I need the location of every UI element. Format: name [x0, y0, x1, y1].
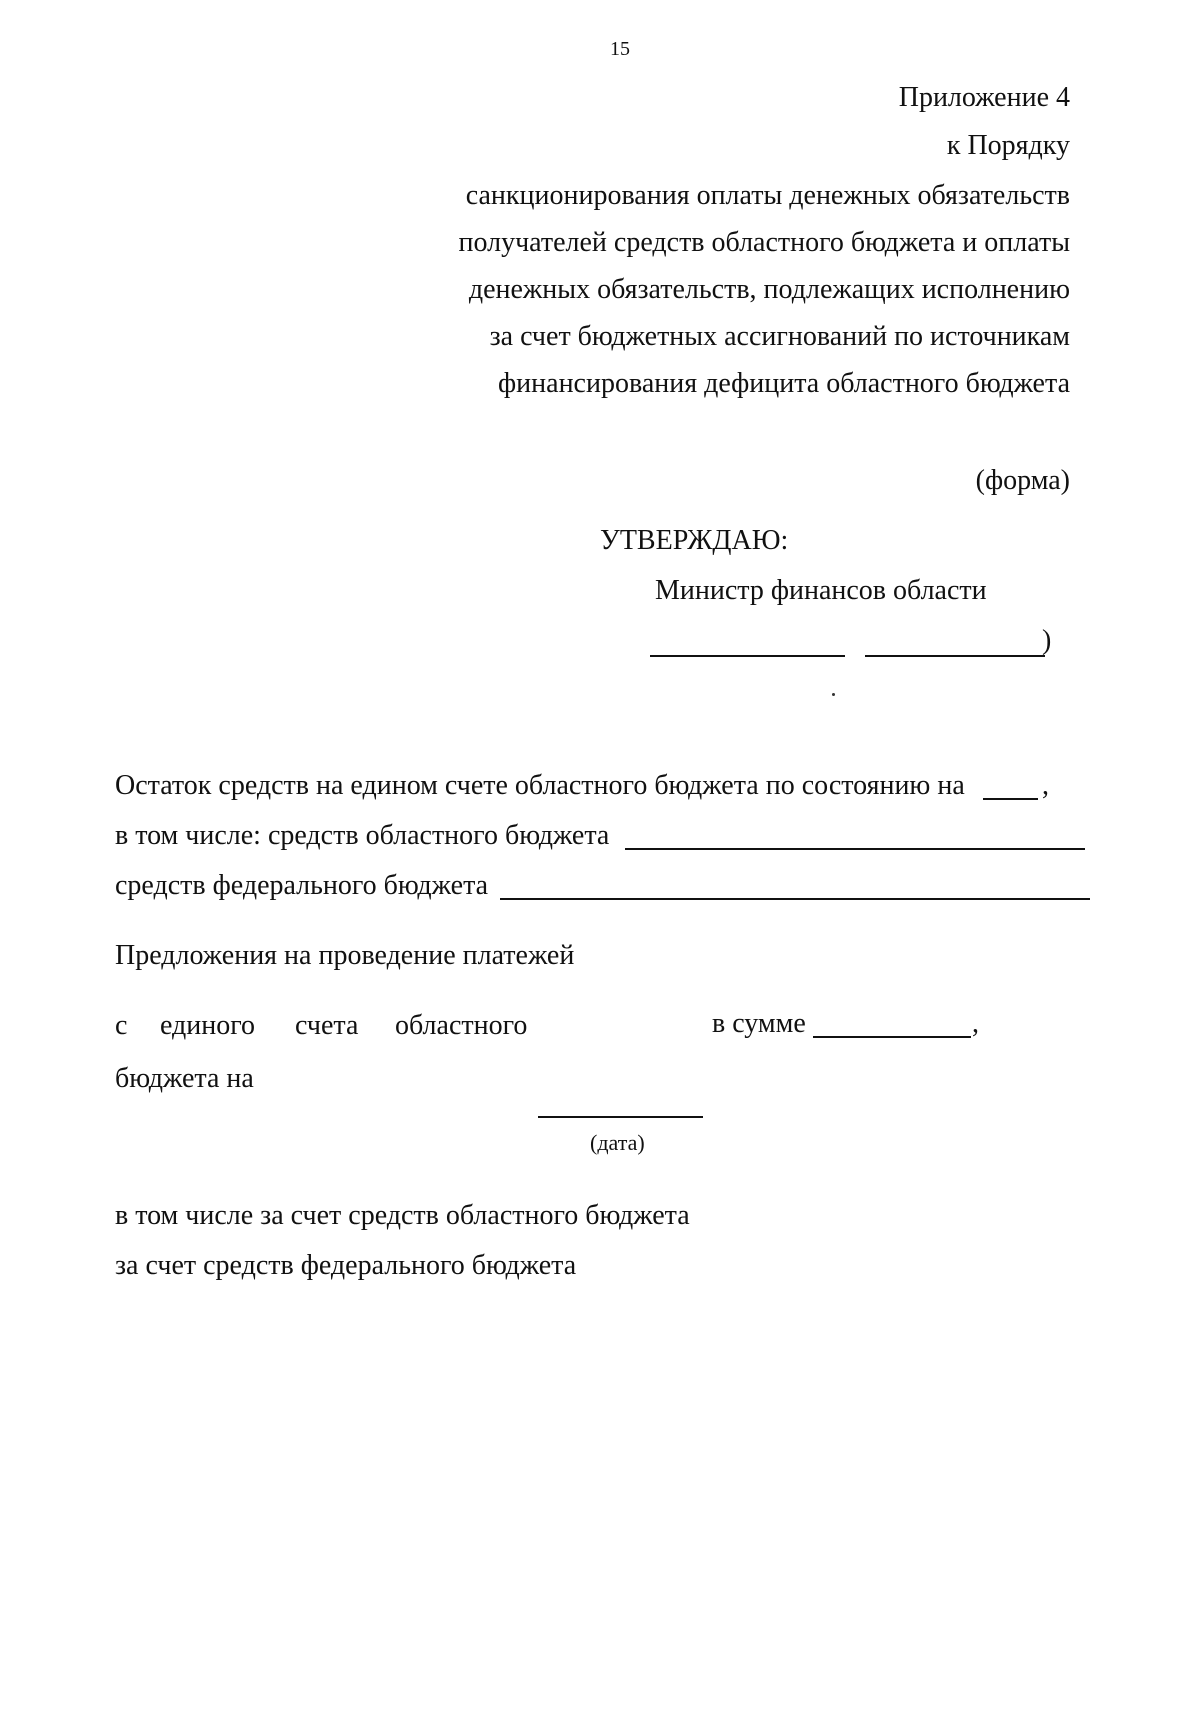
- approval-position: Министр финансов области: [655, 575, 987, 606]
- proposals-title: Предложения на проведение платежей: [115, 940, 575, 971]
- sum-label: в сумме: [712, 1008, 806, 1039]
- page-number: 15: [610, 38, 630, 60]
- proposals-word-4: областного: [395, 1010, 528, 1041]
- header-line-3: денежных обязательств, подлежащих исполнению: [468, 274, 1070, 305]
- federal-amount-blank: [500, 898, 1090, 900]
- regional-amount-blank: [625, 848, 1085, 850]
- balance-line-1: Остаток средств на едином счете областного бюджета по состоянию на: [115, 770, 965, 801]
- appendix-title: Приложение 4: [898, 82, 1070, 113]
- header-line-1: санкционирования оплаты денежных обязательств: [465, 180, 1070, 211]
- including-regional: в том числе за счет средств областного бюджета: [115, 1200, 690, 1231]
- stray-dot: [832, 693, 835, 696]
- sum-comma: ,: [972, 1008, 979, 1039]
- balance-line-3: средств федерального бюджета: [115, 870, 489, 901]
- balance-date-blank: [983, 798, 1038, 800]
- signature-line: [650, 655, 845, 657]
- proposals-word-2: единого: [160, 1010, 256, 1041]
- proposals-word-3: счета: [295, 1010, 359, 1041]
- sum-blank: [813, 1036, 971, 1038]
- form-label: (форма): [975, 465, 1070, 496]
- header-line-4: за счет бюджетных ассигнований по источникам: [489, 321, 1070, 352]
- header-line-2: получателей средств областного бюджета и оплаты: [458, 227, 1070, 258]
- including-federal: за счет средств федерального бюджета: [115, 1250, 577, 1281]
- closing-paren: ): [1042, 625, 1052, 656]
- balance-line-2: в том числе: средств областного бюджета: [115, 820, 610, 851]
- date-caption: (дата): [590, 1130, 645, 1155]
- name-line: [865, 655, 1045, 657]
- balance-comma: ,: [1042, 770, 1049, 801]
- appendix-subtitle: к Порядку: [946, 130, 1070, 161]
- date-blank: [538, 1116, 703, 1118]
- proposals-line-2: бюджета на: [115, 1063, 254, 1094]
- proposals-word-1: с: [115, 1010, 128, 1041]
- header-line-5: финансирования дефицита областного бюджета: [498, 368, 1070, 399]
- approval-title: УТВЕРЖДАЮ:: [600, 525, 789, 556]
